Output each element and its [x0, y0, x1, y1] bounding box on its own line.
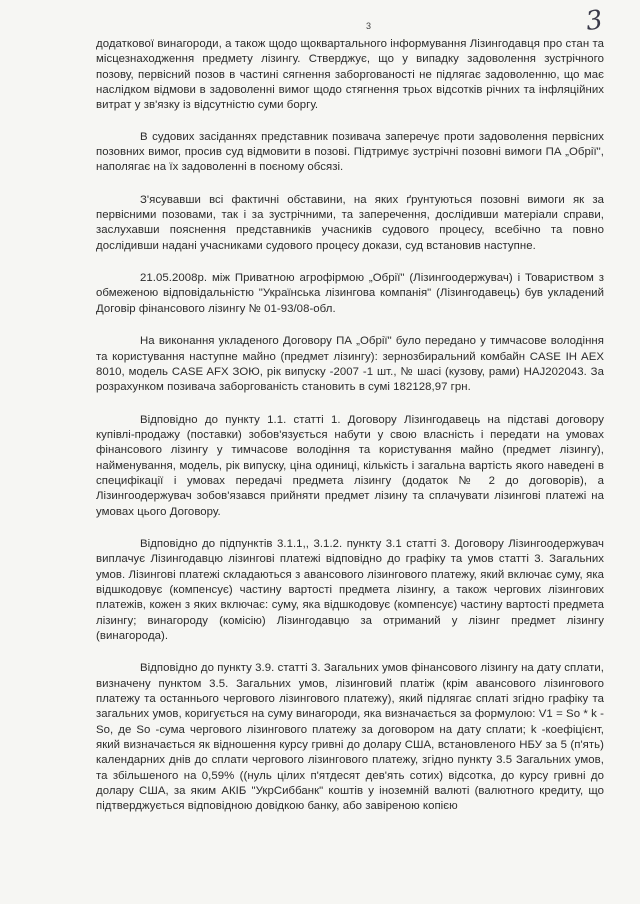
- paragraph-plaintiff-position: В судових засіданнях представник позивача заперечує проти задоволення первісних позовних вимог, просив суд відмовити в позові. Підтримує зустрічні позовні вимоги ПА „Обрії", наполягає на їх задоволенні в поєному обсязі.: [96, 130, 604, 174]
- paragraph-contract-date: 21.05.2008р. між Приватною агрофірмою „Обрії" (Лізингоодержувач) і Товариством з обмеженою відповідальністю "Українська лізингова компанія" (Лізингодавець) був укладений Договір фінансового лізингу № 01-93/08-обл.: [96, 272, 604, 315]
- handwritten-page-number: 3: [583, 4, 605, 38]
- paragraph-court-findings: З'ясувавши всі фактичні обставини, на яких ґрунтуються позовні вимоги як за первісними позовами, так і за зустрічними, та заперечення, дослідивши матеріали справи, заслухавши пояснення представників учасників судового процесу, всебічно та повно дослідивши надані учасниками судового процесу докази, суд встановив наступне.: [96, 193, 604, 252]
- page-number: 3: [366, 21, 372, 31]
- paragraph-continuation: додаткової винагороди, а також щодо щоквартального інформування Лізингодавця про стан та місцезнаходження предмету лізингу. Стверджує, що у випадку задоволення зустрічного позову, первісний позов в частині сягнення заборгованості не підлягає задоволенню, що має наслідком відмови в задоволенні вимог щодо стягнення трьох відсотків річних та інфляційних витрат у зв'язку із відсутністю суми боргу.: [96, 38, 604, 112]
- paragraph-leased-property: На виконання укладеного Договору ПА „Обрії" було передано у тимчасове володіння та користування наступне майно (предмет лізингу): зернозбиральний комбайн CASE IH AEX 8010, модель CASE AFX ЗОЮ, рік випуску -2007 -1 шт., № шасі (кузову, рами) HAJ202043. За розрахунком позивача заборгованість становить в сумі 182128,97 грн.: [96, 335, 604, 394]
- paragraph-clause-1-1: Відповідно до пункту 1.1. статті 1. Договору Лізингодавець на підставі договору купівлі-продажу (поставки) зобов'язується набути у свою власність і передати на умовах фінансового лізингу у тимчасове володіння та користування майно (предмет лізингу), найменування, модель, рік випуску, ціна одиниці, кількість і загальна вартість якого наведені в специфікації і умовах передачі предмета лізингу (додаток № 2 до договорів), а Лізингоодержувач зобов'язався прийняти предмет лізину та сплачувати лізингові платежі на умовах цього Договору.: [96, 413, 604, 518]
- document-body: [96, 37, 604, 832]
- paragraph-clause-3-9: Відповідно до пункту 3.9. статті 3. Загальних умов фінансового лізингу на дату сплати, визначену пунктом 3.5. Загальних умов, лізинговий платіж (крім авансового лізингового платежу та останнього чергового лізингового платежу), який підлягає сплаті згідно графіку та загальних умов, коригується на суму винагороди, яка визначається за формулою: V1 = So * k -So, де So -сума чергового лізингового платежу за договором на дату сплати; k -коефіцієнт, який визначається як відношення курсу гривні до долару США, встановленого НБУ за 5 (п'ять) календарних днів до сплати чергового лізингового платежу, згідно пункту 3.5 Загальних умов, та збільшеного на 0,59% ((нуль цілих п'ятдесят дев'ять сотих) відсотка, до курсу гривні до долару США, за яким АКІБ "УкрСиббанк" коштів у іноземній валюті (валютного кредиту, що підтверджується відповідною довідкою банку, або завіреною копією: [96, 662, 604, 813]
- paragraph-clause-3-1: Відповідно до підпунктів 3.1.1,, 3.1.2. пункту 3.1 статті 3. Договору Лізингоодержувач виплачує Лізингодавцю лізингові платежі відповідно до графіку та умов статті 3. Загальних умов. Лізингові платежі складаються з авансового лізингового платежу, який включає суму, яка відшкодовує (компенсує) частину вартості предмета лізингу, а також чергових лізингових платежів, кожен з яких включає: суму, яка відшкодовує (компенсує) частину вартості предмета лізингу; винагороду (комісію) Лізингодавцю за отриманий у лізинг предмет лізингу (винагорода).: [96, 537, 604, 642]
